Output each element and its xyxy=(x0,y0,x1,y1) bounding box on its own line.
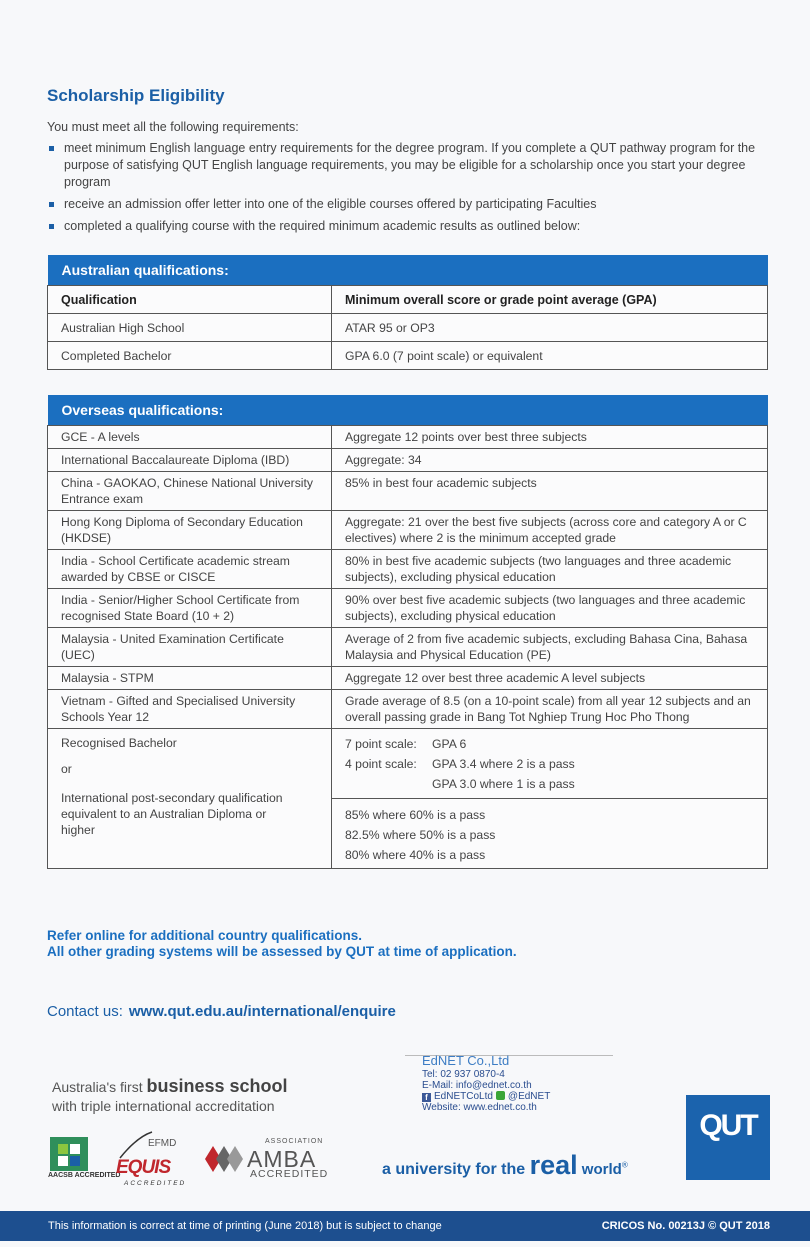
table-cell xyxy=(48,728,332,868)
table-cell: Malaysia - STPM xyxy=(48,666,332,689)
accreditation-statement: Australia's first business school with triple international accreditation xyxy=(52,1076,288,1114)
facebook-icon: f xyxy=(422,1093,431,1102)
table-cell: 90% over best five academic subjects (two languages and three academic subjects), excluding physical education xyxy=(332,588,768,627)
requirements-list xyxy=(47,140,757,240)
scale-value: GPA 3.4 where 2 is a pass xyxy=(432,756,575,771)
scale-label: 4 point scale: xyxy=(345,756,417,771)
footer-cricos: CRICOS No. 00213J © QUT 2018 xyxy=(601,1220,770,1232)
table-cell: GCE - A levels xyxy=(48,425,332,448)
refer-note: Refer online for additional country qualifications. All other grading systems will be assessed by QUT at time of application. xyxy=(47,928,517,959)
amba-diamond-icon xyxy=(203,1142,245,1176)
tagline: a university for the real world® xyxy=(382,1150,628,1180)
gpa-scales xyxy=(332,729,767,799)
table-cell: 85% in best four academic subjects xyxy=(332,471,768,510)
scale-value: GPA 3.0 where 1 is a pass xyxy=(432,776,575,791)
percent-scales xyxy=(332,799,767,868)
table-row xyxy=(48,471,768,510)
table-cell: Aggregate 12 over best three academic A level subjects xyxy=(332,666,768,689)
table-cell: Aggregate 12 points over best three subjects xyxy=(332,425,768,448)
line-icon xyxy=(496,1091,505,1100)
contact-line xyxy=(47,1003,396,1020)
table-row xyxy=(48,341,768,369)
ednet-name: EdNET Co.,Ltd xyxy=(422,1053,510,1068)
table-cell: ATAR 95 or OP3 xyxy=(332,313,768,341)
percent-line: 85% where 60% is a pass xyxy=(345,807,486,822)
footer-disclaimer: This information is correct at time of printing (June 2018) but is subject to change xyxy=(48,1220,442,1232)
table-row xyxy=(48,588,768,627)
intro-text: You must meet all the following requirements: xyxy=(47,120,299,134)
ednet-line: @EdNET xyxy=(507,1091,551,1102)
percent-line: 82.5% where 50% is a pass xyxy=(345,827,496,842)
equis-logo: EFMD EQUIS ACCREDITED xyxy=(108,1128,198,1188)
recognised-bachelor-label: Recognised Bachelor xyxy=(61,735,177,750)
ednet-stamp xyxy=(422,1053,550,1113)
ednet-tel: Tel: 02 937 0870-4 xyxy=(422,1069,505,1080)
table-cell: Completed Bachelor xyxy=(48,341,332,369)
scale-label: 7 point scale: xyxy=(345,736,417,751)
ednet-website: Website: www.ednet.co.th xyxy=(422,1102,537,1113)
aacsb-label: AACSB ACCREDITED xyxy=(48,1172,121,1179)
contact-url-link[interactable]: www.qut.edu.au/international/enquire xyxy=(128,1003,396,1020)
list-item: receive an admission offer letter into one of the eligible courses offered by participating Faculties xyxy=(47,196,757,213)
table-cell: China - GAOKAO, Chinese National University Entrance exam xyxy=(48,471,332,510)
column-header: Qualification xyxy=(48,285,332,313)
table-row xyxy=(48,549,768,588)
table-cell: Hong Kong Diploma of Secondary Education (HKDSE) xyxy=(48,510,332,549)
table-cell: Grade average of 8.5 (on a 10-point scale) from all year 12 subjects and an overall passing grade in Bang Tot Nghiep Trung Hoc Pho Thong xyxy=(332,689,768,728)
contact-label: Contact us: xyxy=(47,1003,123,1020)
column-header: Minimum overall score or grade point average (GPA) xyxy=(332,285,768,313)
table-cell: India - Senior/Higher School Certificate from recognised State Board (10 + 2) xyxy=(48,588,332,627)
list-item: meet minimum English language entry requirements for the degree program. If you complete a QUT pathway program for the purpose of satisfying QUT English language requirements, you may be eligible for a scholarship once you start your degree program xyxy=(47,140,757,191)
table-banner: Overseas qualifications: xyxy=(48,395,768,425)
post-secondary-label: International post-secondary qualification equivalent to an Australian Diploma or higher xyxy=(61,790,283,837)
table-cell: GPA 6.0 (7 point scale) or equivalent xyxy=(332,341,768,369)
table-row xyxy=(48,627,768,666)
table-row xyxy=(48,285,768,313)
table-row xyxy=(48,448,768,471)
table-row xyxy=(48,689,768,728)
ednet-facebook: EdNETCoLtd xyxy=(434,1091,493,1102)
table-cell: India - School Certificate academic stream awarded by CBSE or CISCE xyxy=(48,549,332,588)
percent-line: 80% where 40% is a pass xyxy=(345,847,486,862)
table-row xyxy=(48,510,768,549)
table-cell: Average of 2 from five academic subjects, excluding Bahasa Cina, Bahasa Malaysia and Physical Education (PE) xyxy=(332,627,768,666)
table-cell: Malaysia - United Examination Certificate (UEC) xyxy=(48,627,332,666)
ednet-email: E-Mail: info@ednet.co.th xyxy=(422,1080,532,1091)
table-cell: Aggregate: 21 over the best five subjects (across core and category A or C electives) where 2 is the minimum accepted grade xyxy=(332,510,768,549)
table-cell: Australian High School xyxy=(48,313,332,341)
table-row xyxy=(48,313,768,341)
table-banner: Australian qualifications: xyxy=(48,255,768,285)
list-item: completed a qualifying course with the required minimum academic results as outlined below: xyxy=(47,218,757,235)
footer-bar xyxy=(0,1211,810,1241)
scale-value: GPA 6 xyxy=(432,736,467,751)
australian-qualifications-table xyxy=(47,255,768,370)
overseas-qualifications-table xyxy=(47,395,768,869)
or-label: or xyxy=(61,761,72,776)
table-cell xyxy=(332,728,768,868)
qut-logo: QUT xyxy=(686,1095,770,1180)
table-cell: International Baccalaureate Diploma (IBD) xyxy=(48,448,332,471)
table-row xyxy=(48,728,768,868)
table-cell: 80% in best five academic subjects (two languages and three academic subjects), excluding physical education xyxy=(332,549,768,588)
amba-logo: ASSOCIATION AMBA ACCREDITED xyxy=(203,1138,323,1182)
section-title: Scholarship Eligibility xyxy=(47,86,225,105)
table-row xyxy=(48,666,768,689)
table-cell: Aggregate: 34 xyxy=(332,448,768,471)
table-row xyxy=(48,425,768,448)
table-cell: Vietnam - Gifted and Specialised University Schools Year 12 xyxy=(48,689,332,728)
